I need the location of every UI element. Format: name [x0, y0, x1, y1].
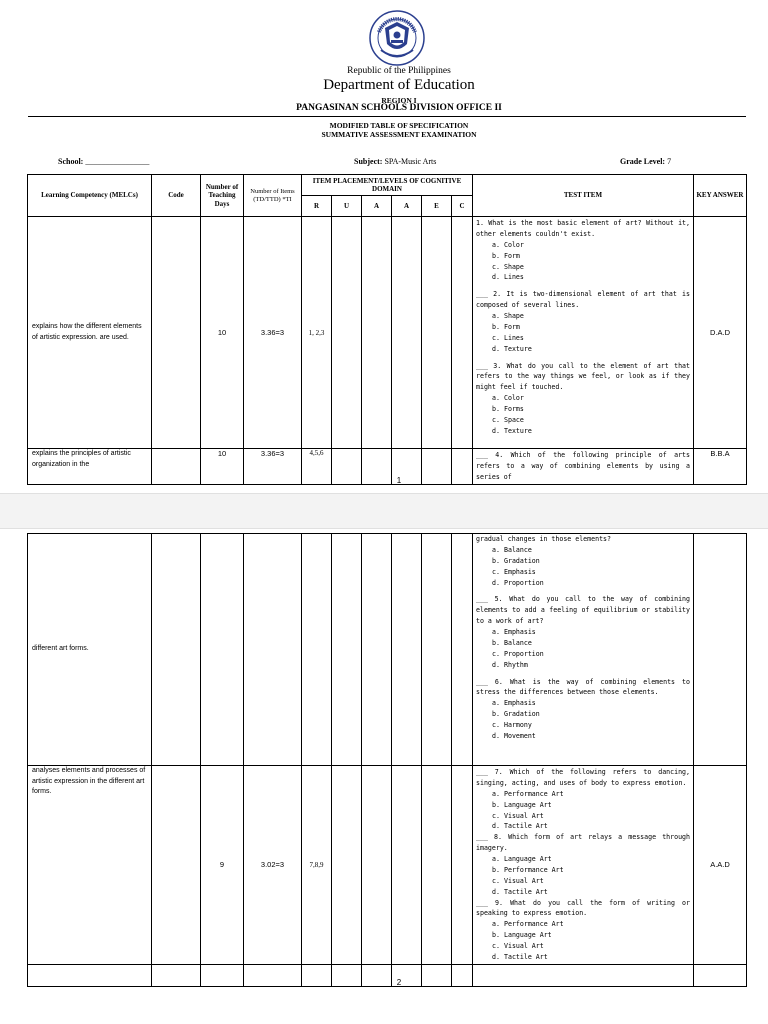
code-cell	[152, 766, 201, 965]
option: a. Balance	[492, 545, 532, 554]
header-teaching-days: Number of Teaching Days	[201, 175, 244, 217]
key-answer-cell: B.B.A	[694, 449, 747, 485]
page-number: 2	[396, 978, 402, 987]
option: a. Color	[492, 240, 524, 249]
header-competency: Learning Competency (MELCs)	[28, 175, 152, 217]
competency-cell: explains how the different elements of artistic expression. are used.	[28, 217, 152, 449]
option: a. Performance Art	[492, 920, 564, 929]
number-of-items-cell: 3.36=3	[244, 449, 302, 485]
header-key-answer: KEY ANSWER	[694, 175, 747, 217]
question-6: ___ 6. What is the way of combining elements to stress the differences between those elements.	[476, 677, 690, 697]
option: b. Forms	[492, 405, 524, 413]
key-answer-cell: D.A.D	[694, 217, 747, 449]
table-row	[28, 217, 747, 449]
placement-e-cell	[422, 217, 452, 449]
question-4-options	[476, 545, 690, 589]
option: a. Language Art	[492, 855, 552, 863]
placement-u-cell	[332, 217, 362, 449]
header-level-u: U	[332, 196, 362, 217]
header-level-a2: A	[392, 196, 422, 217]
exam-title: SUMMATIVE ASSESSMENT EXAMINATION	[321, 130, 477, 139]
placement-e-cell	[422, 534, 452, 766]
option: d. Tactile Art	[492, 887, 548, 896]
placement-c-cell	[452, 534, 473, 766]
school-value: ________________	[85, 157, 150, 166]
code-cell	[152, 217, 201, 449]
grade-value: 7	[667, 157, 672, 166]
option: c. Proportion	[492, 649, 544, 658]
region-heading: REGION I	[381, 96, 417, 105]
option: d. Tactile Art	[492, 952, 548, 961]
placement-a1-cell	[362, 766, 392, 965]
header-level-r: R	[302, 196, 332, 217]
option: d. Movement	[492, 731, 536, 740]
page-number: 1	[396, 476, 402, 485]
placement-u-cell	[332, 534, 362, 766]
school-field	[58, 157, 149, 166]
question-3-options	[476, 393, 690, 437]
option: a. Performance Art	[492, 789, 564, 798]
grade-field	[620, 157, 671, 166]
question-5: ___ 5. What do you call to the way of combining elements to add a feeling of equilibrium or stability to a work of art?	[476, 595, 690, 626]
teaching-days-cell: 9	[201, 766, 244, 965]
question-2: ___ 2. It is two-dimensional element of art that is composed of several lines.	[476, 290, 690, 310]
option: c. Lines	[492, 333, 524, 342]
placement-u-cell	[332, 766, 362, 965]
option: a. Emphasis	[492, 699, 536, 708]
table-row	[28, 534, 747, 766]
test-item-cell	[473, 534, 694, 766]
option: b. Language Art	[492, 931, 552, 940]
question-1: 1. What is the most basic element of art? Without it, other elements couldn't exist.	[476, 219, 690, 238]
code-cell	[152, 534, 201, 766]
header-number-of-items: Number of Items (TD/TTD) *TI	[244, 175, 302, 217]
document-title: MODIFIED TABLE OF SPECIFICATION	[329, 121, 469, 130]
option: c. Visual Art	[492, 876, 544, 885]
deped-seal-icon	[369, 10, 425, 66]
placement-r-cell: 4,5,6	[302, 449, 332, 485]
option: b. Language Art	[492, 800, 552, 809]
question-5-options	[476, 627, 690, 671]
division-heading: PANGASINAN SCHOOLS DIVISION OFFICE II	[296, 103, 502, 113]
header-code: Code	[152, 175, 201, 217]
header-test-item: TEST ITEM	[473, 175, 694, 217]
test-item-cell	[473, 217, 694, 449]
placement-e-cell	[422, 766, 452, 965]
option: d. Tactile Art	[492, 822, 548, 831]
option: d. Proportion	[492, 578, 544, 587]
option: c. Shape	[492, 262, 524, 271]
option: d. Rhythm	[492, 660, 528, 669]
placement-a2-cell	[392, 766, 422, 965]
placement-a2-cell	[392, 534, 422, 766]
option: a. Color	[492, 394, 524, 403]
question-4: ___ 4. Which of the following principle of arts refers to a way of combining elements by using a series of	[476, 451, 690, 481]
page-break	[0, 493, 768, 529]
key-answer-cell	[694, 534, 747, 766]
header-item-placement: ITEM PLACEMENT/LEVELS OF COGNITIVE DOMAIN	[302, 175, 473, 196]
subject-label: Subject:	[354, 157, 383, 166]
option: c. Visual Art	[492, 811, 544, 820]
department-heading: Department of Education	[323, 77, 475, 93]
question-6-options	[476, 698, 690, 742]
option: b. Gradation	[492, 710, 540, 719]
placement-r-cell: 7,8,9	[302, 766, 332, 965]
competency-cell: analyses elements and processes of artistic expression in the different art forms.	[28, 766, 152, 965]
competency-cell: explains the principles of artistic organization in the	[28, 449, 152, 485]
teaching-days-cell	[201, 534, 244, 766]
teaching-days-cell: 10	[201, 217, 244, 449]
number-of-items-cell	[244, 534, 302, 766]
tos-table-page-1	[27, 174, 747, 485]
placement-a1-cell	[362, 534, 392, 766]
table-row	[28, 766, 747, 965]
option: b. Form	[492, 322, 520, 331]
placement-c-cell	[452, 766, 473, 965]
option: a. Shape	[492, 312, 524, 320]
placement-r-cell	[302, 534, 332, 766]
subject-value: SPA-Music Arts	[384, 157, 437, 166]
republic-heading: Republic of the Philippines	[347, 66, 451, 76]
question-7-options	[476, 789, 690, 833]
option: d. Lines	[492, 273, 524, 282]
header-level-c: C	[452, 196, 473, 217]
question-3: ___ 3. What do you call to the element of art that refers to the way things we feel, or look as if they might feel if touched.	[476, 361, 690, 392]
grade-label: Grade Level:	[620, 157, 666, 166]
placement-a2-cell	[392, 217, 422, 449]
option: c. Emphasis	[492, 567, 536, 576]
option: d. Texture	[492, 426, 532, 435]
question-2-options	[476, 311, 690, 355]
question-9-options	[476, 919, 690, 963]
teaching-days-cell: 10	[201, 449, 244, 485]
option: c. Harmony	[492, 721, 532, 729]
question-8: ___ 8. Which form of art relays a message through imagery.	[476, 833, 690, 853]
header-level-a1: A	[362, 196, 392, 217]
option: c. Visual Art	[492, 942, 544, 950]
option: b. Balance	[492, 638, 532, 647]
placement-a1-cell	[362, 217, 392, 449]
school-label: School:	[58, 157, 84, 166]
test-item-cell	[473, 766, 694, 965]
key-answer-cell: A.A.D	[694, 766, 747, 965]
question-1-options	[476, 240, 690, 284]
option: b. Performance Art	[492, 865, 564, 874]
number-of-items-cell: 3.02=3	[244, 766, 302, 965]
placement-c-cell	[452, 217, 473, 449]
option: b. Gradation	[492, 556, 540, 565]
question-9: ___ 9. What do you call the form of writing or speaking to express emotion.	[476, 898, 690, 918]
placement-r-cell: 1, 2,3	[302, 217, 332, 449]
competency-cell: different art forms.	[28, 534, 152, 766]
tos-table-page-2	[27, 533, 747, 987]
question-8-options	[476, 854, 690, 898]
header-level-e: E	[422, 196, 452, 217]
option: b. Form	[492, 251, 520, 260]
option: a. Emphasis	[492, 628, 536, 636]
header-divider	[28, 116, 746, 117]
question-4-continued: gradual changes in those elements?	[476, 535, 611, 543]
option: c. Space	[492, 415, 524, 424]
option: d. Texture	[492, 344, 532, 353]
question-7: ___ 7. Which of the following refers to dancing, singing, acting, and uses of body to express emotion.	[476, 768, 690, 787]
subject-field	[354, 157, 436, 166]
number-of-items-cell: 3.36=3	[244, 217, 302, 449]
